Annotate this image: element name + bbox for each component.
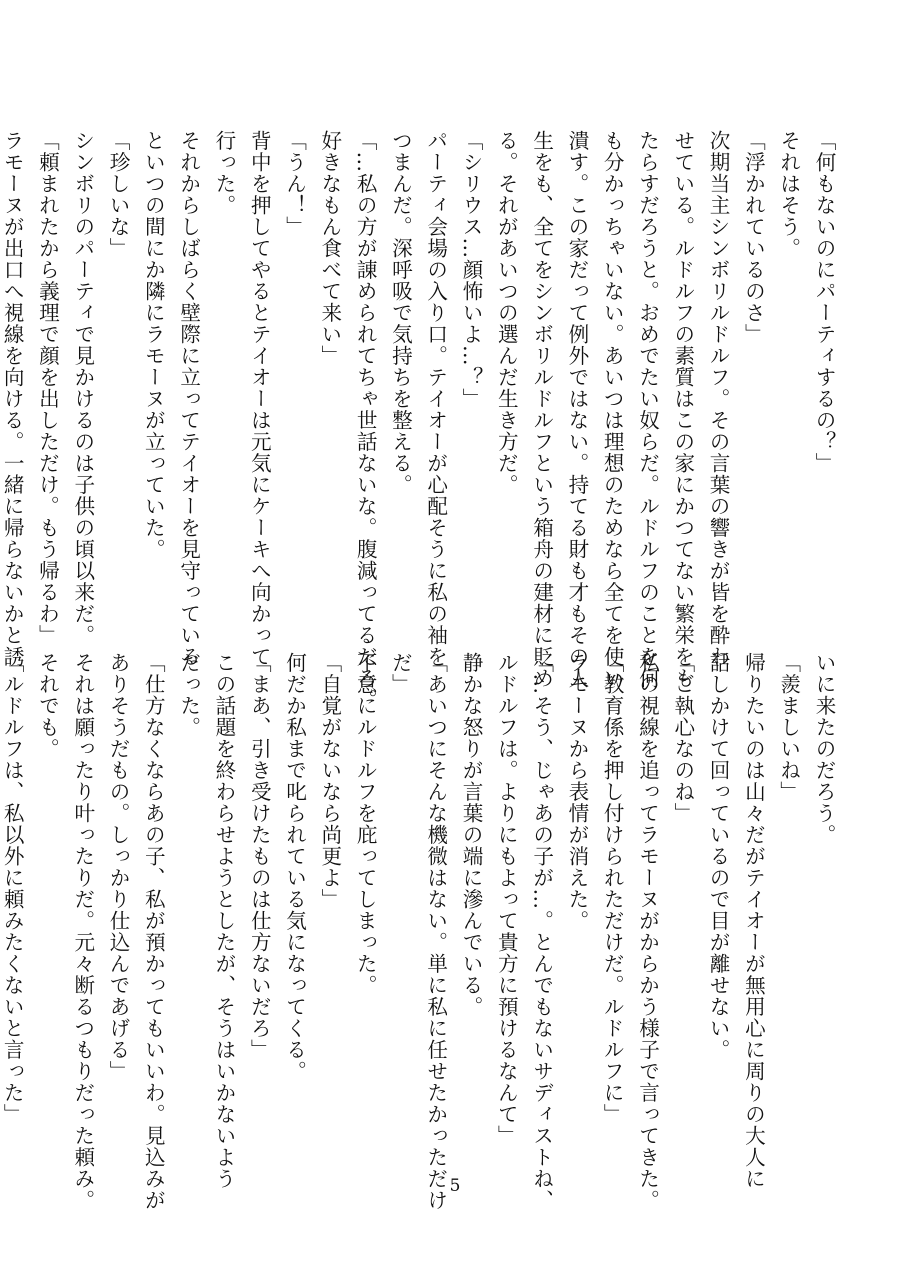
- text-line: だ」: [388, 652, 413, 695]
- text-line: それはそう。: [776, 130, 801, 259]
- text-line: る。それがあいつの選んだ生き方だ。: [494, 130, 519, 496]
- text-line: 「うん！」: [282, 130, 307, 238]
- text-line: ラモーヌが出口へ視線を向ける。一緒に帰らないかと誘: [0, 130, 25, 668]
- text-line: 好きなもん食べて来い」: [317, 130, 342, 367]
- text-line: それからしばらく壁際に立ってテイオーを見守っている: [176, 130, 201, 668]
- text-line: 「仕方なくならあの子、私が預かってもいいわ。見込みが: [141, 652, 166, 1211]
- text-block-bottom: [0, 652, 841, 1211]
- text-line: この話題を終わらせようとしたが、そうはいかないよう: [211, 652, 236, 1190]
- text-line: 「…私の方が諌められてちゃ世話ないな。腹減ってるだろ。: [353, 130, 378, 711]
- text-line: 私の視線を追ってラモーヌがからかう様子で言ってきた。: [635, 652, 660, 1211]
- text-line: ラモーヌから表情が消えた。: [564, 652, 589, 932]
- text-line: 「…そう、じゃあの子が…。とんでもないサディストね、: [529, 652, 554, 1211]
- text-line: 「あいつにそんな機微はない。単に私に任せたかっただけ: [423, 652, 448, 1211]
- text-line: ありそうだもの。しっかり仕込んであげる」: [106, 652, 131, 1082]
- text-line: 「羨ましいね」: [776, 652, 801, 803]
- text-line: 潰す。この家だって例外ではない。持てる財も才もその人: [564, 130, 589, 689]
- text-line: 「何もないのにパーティするの？」: [812, 130, 836, 474]
- text-line: 「まあ、引き受けたものは仕方ないだろ」: [247, 652, 272, 1061]
- text-line: シンボリのパーティで見かけるのは子供の頃以来だ。: [70, 130, 95, 646]
- text-line: たらすだろうと。おめでたい奴らだ。ルドルフのことを何: [635, 130, 660, 689]
- text-line: 背中を押してやるとテイオーは元気にケーキへ向かって: [247, 130, 272, 668]
- text-line: 「自覚がないなら尚更よ」: [317, 652, 342, 910]
- text-line: 「ご執心なのね」: [670, 652, 695, 824]
- text-line: 静かな怒りが言葉の端に滲んでいる。: [459, 652, 484, 1018]
- text-line: といつの間にか隣にラモーヌが立っていた。: [141, 130, 166, 560]
- text-line: せている。ルドルフの素質はこの家にかつてない繁栄をも: [670, 130, 695, 689]
- text-line: つまんだ。深呼吸で気持ちを整える。: [388, 130, 413, 496]
- text-line: 生をも、全てをシンボリルドルフという箱舟の建材に貶め: [529, 130, 554, 689]
- text-line: 「頼まれたから義理で顔を出しただけ。もう帰るわ」: [35, 130, 60, 646]
- text-line: それは願ったり叶ったりだ。元々断るつもりだった頼み。: [70, 652, 95, 1211]
- text-line: いに来たのだろう。: [812, 652, 836, 846]
- text-line: 「教育係を押し付けられただけだ。ルドルフに」: [600, 652, 625, 1125]
- text-line: 次期当主シンボリルドルフ。その言葉の響きが皆を酔わ: [706, 130, 731, 668]
- text-line: 「ルドルフは、私以外に頼みたくないと言った」: [0, 652, 25, 1125]
- text-line: 行った。: [211, 130, 236, 216]
- text-line: も分かっちゃいない。あいつは理想のためなら全てを使い: [600, 130, 625, 689]
- text-line: ルドルフは。よりにもよって貴方に預けるなんて」: [494, 652, 519, 1147]
- text-line: 何だか私まで叱られている気になってくる。: [282, 652, 307, 1082]
- text-line: だった。: [176, 652, 201, 738]
- text-line: 帰りたいのは山々だがテイオーが無用心に周りの大人に: [741, 652, 766, 1190]
- text-line: パーティ会場の入り口。テイオーが心配そうに私の袖を: [423, 130, 448, 668]
- text-line: 「浮かれているのさ」: [741, 130, 766, 345]
- text-line: 「シリウス…顔怖いよ…？」: [459, 130, 484, 410]
- page-number: 5: [449, 1176, 461, 1196]
- text-line: 「珍しいな」: [106, 130, 131, 259]
- text-line: 話しかけて回っているので目が離せない。: [706, 652, 731, 1061]
- text-line: それでも。: [35, 652, 60, 760]
- text-line: 不意にルドルフを庇ってしまった。: [353, 652, 378, 996]
